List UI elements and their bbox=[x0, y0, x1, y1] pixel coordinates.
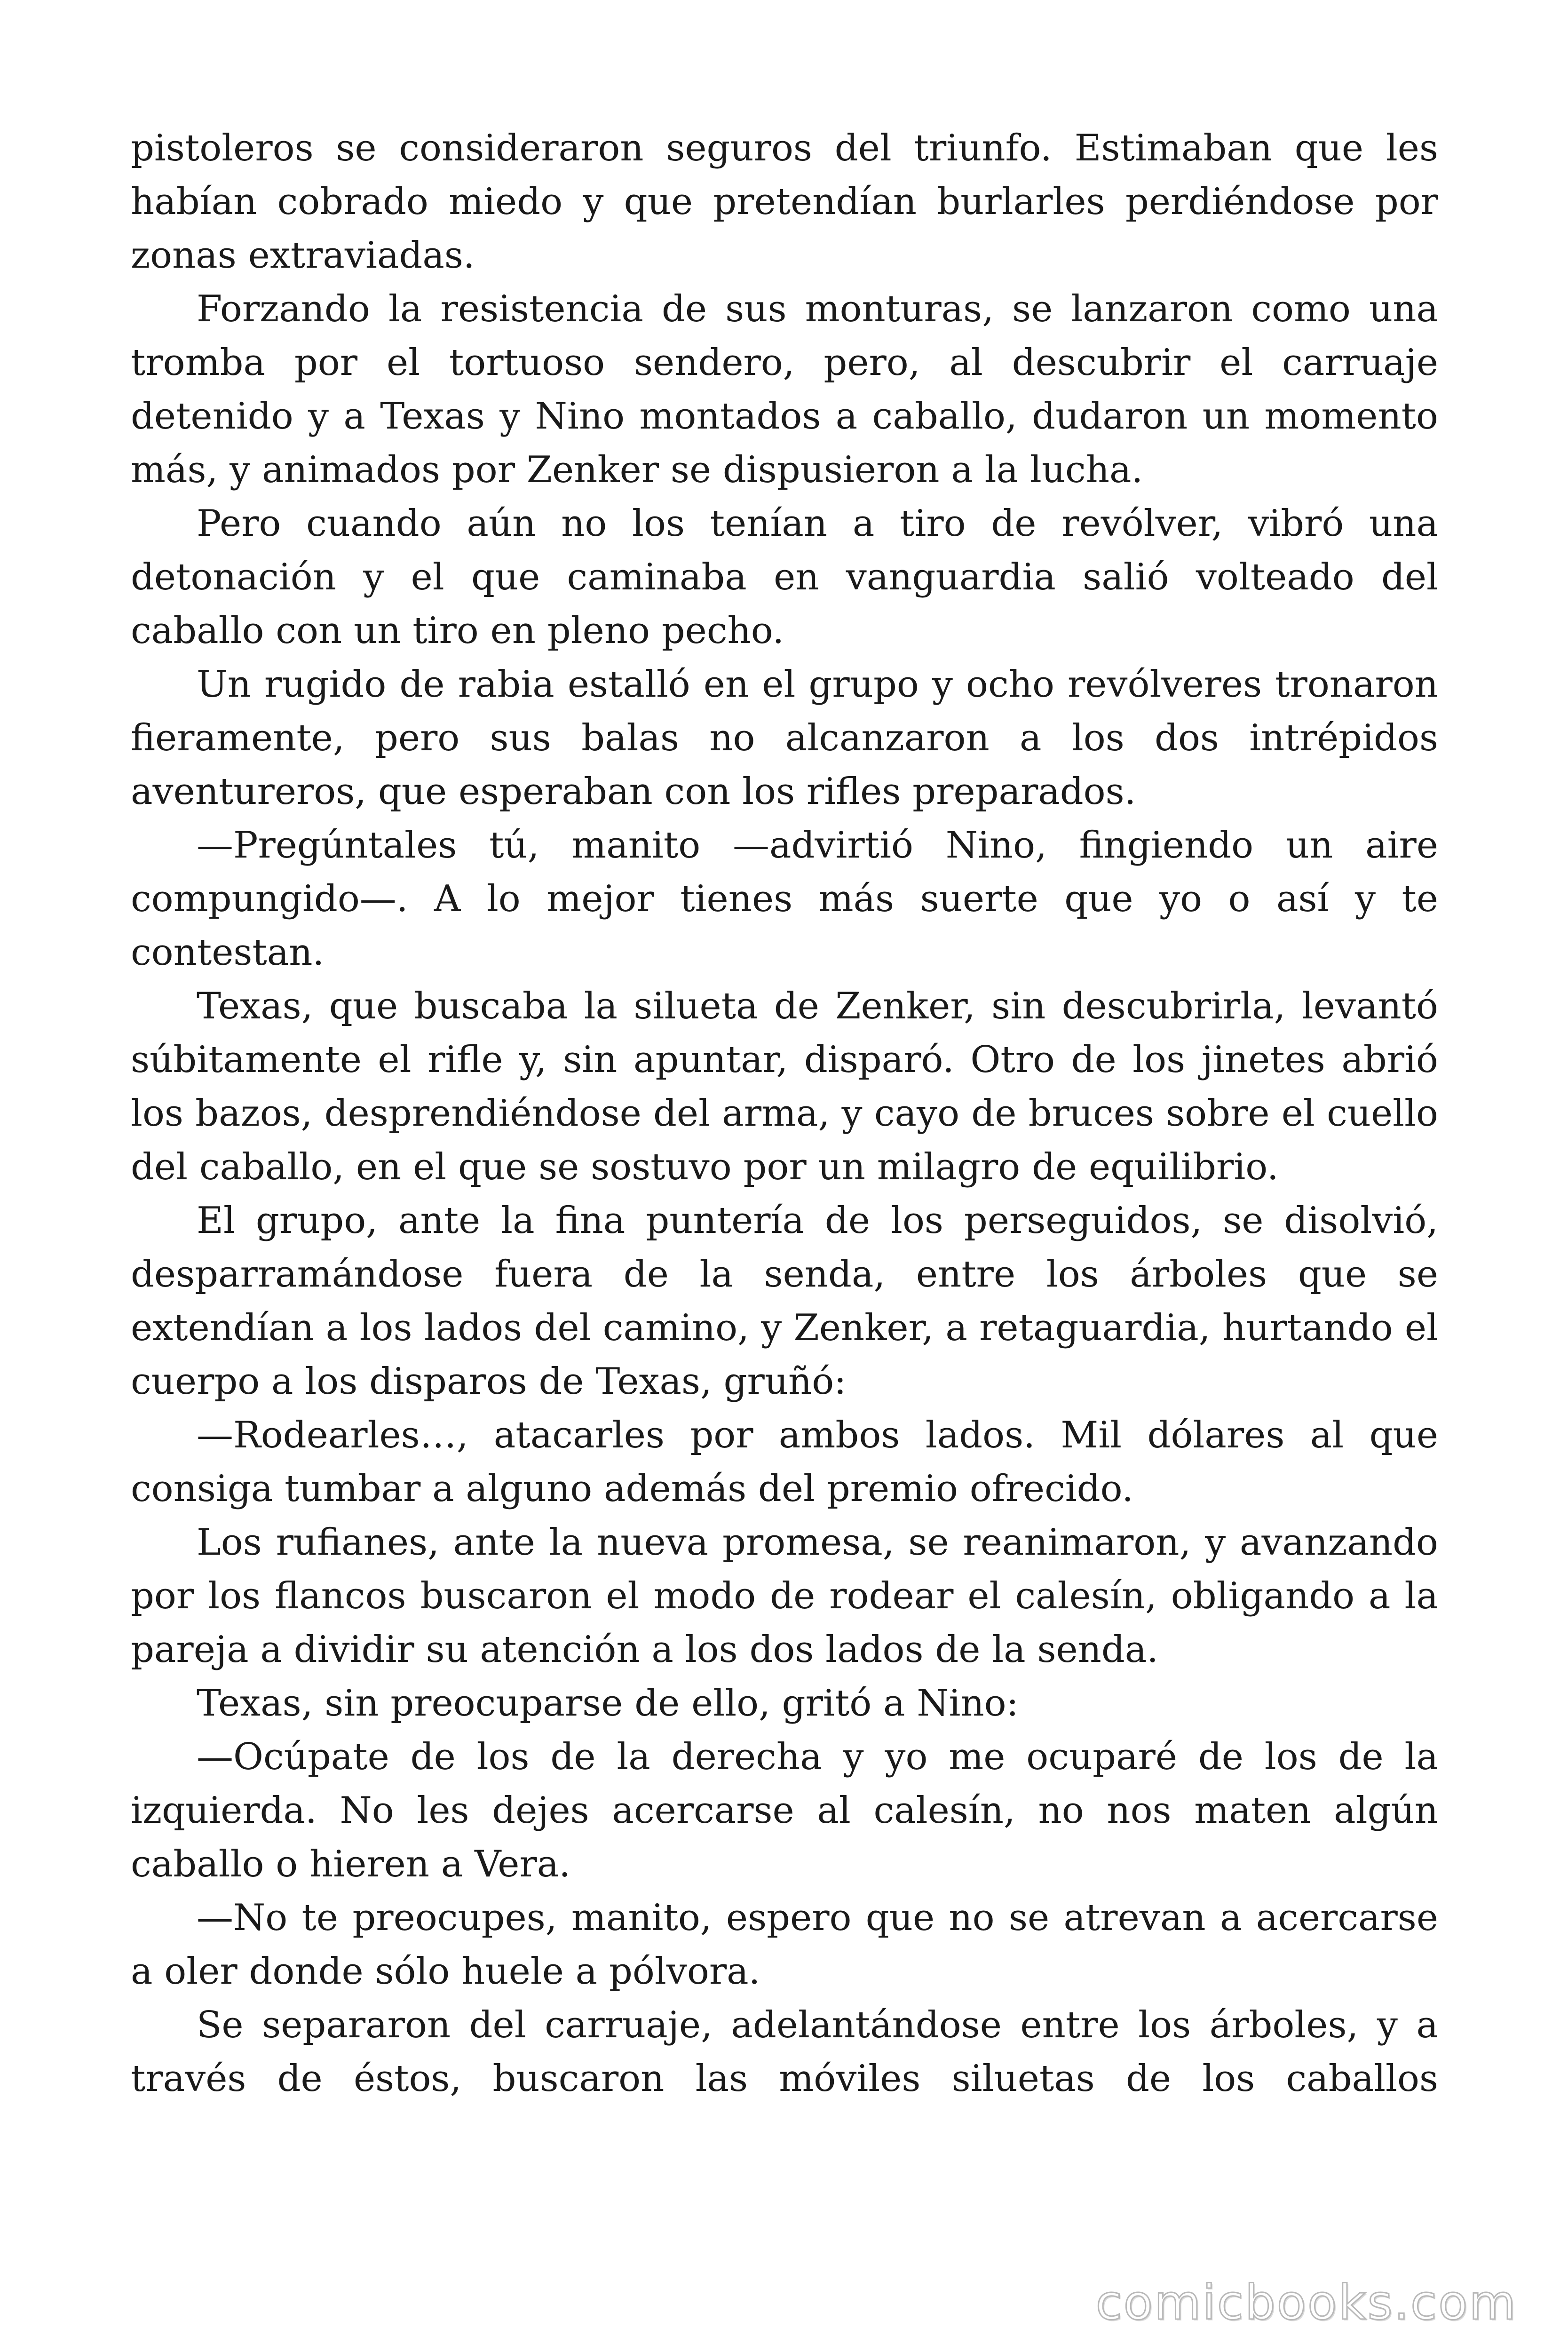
paragraph: Texas, que buscaba la silueta de Zenker, sin descubrirla, levantó súbitamente el rifle y, sin apuntar, disparó. Otro de los jinetes abrió los bazos, desprendiéndose del arma, y cayo de bruces sobre el cuello del caballo, en el que se sostuvo por un milagro de equilibrio. bbox=[131, 985, 1438, 1188]
paragraph: Los rufianes, ante la nueva promesa, se reanimaron, y avanzando por los flancos buscaron el modo de rodear el calesín, obligando a la pareja a dividir su atención a los dos lados de la senda. bbox=[131, 1521, 1438, 1671]
paragraph: —Ocúpate de los de la derecha y yo me ocuparé de los de la izquierda. No les dejes acercarse al calesín, no nos maten algún caballo o hieren a Vera. bbox=[131, 1736, 1438, 1885]
paragraph: —Rodearles…, atacarles por ambos lados. Mil dólares al que consiga tumbar a alguno además del premio ofrecido. bbox=[131, 1414, 1438, 1510]
book-page-text bbox=[131, 121, 1438, 2248]
paragraph: Un rugido de rabia estalló en el grupo y ocho revólveres tronaron fieramente, pero sus balas no alcanzaron a los dos intrépidos aventureros, que esperaban con los rifles preparados. bbox=[131, 663, 1438, 813]
paragraph: Se separaron del carruaje, adelantándose entre los árboles, y a través de éstos, buscaron las móviles siluetas de los caballos bbox=[131, 2004, 1438, 2100]
paragraph: pistoleros se consideraron seguros del triunfo. Estimaban que les habían cobrado miedo y que pretendían burlarles perdiéndose por zonas extraviadas. bbox=[131, 127, 1438, 277]
paragraph: —Pregúntales tú, manito —advirtió Nino, fingiendo un aire compungido—. A lo mejor tienes más suerte que yo o así y te contestan. bbox=[131, 824, 1438, 974]
watermark: comicbooks.com bbox=[1095, 2275, 1517, 2331]
paragraph: —No te preocupes, manito, espero que no se atrevan a acercarse a oler donde sólo huele a pólvora. bbox=[131, 1897, 1438, 1993]
paragraph: El grupo, ante la fina puntería de los perseguidos, se disolvió, desparramándose fuera de la senda, entre los árboles que se extendían a los lados del camino, y Zenker, a retaguardia, hurtando el cuerpo a los disparos de Texas, gruñó: bbox=[131, 1200, 1438, 1403]
paragraph: Forzando la resistencia de sus monturas, se lanzaron como una tromba por el tortuoso sendero, pero, al descubrir el carruaje detenido y a Texas y Nino montados a caballo, dudaron un momento más, y animados por Zenker se dispusieron a la lucha. bbox=[131, 288, 1438, 491]
paragraph: Pero cuando aún no los tenían a tiro de revólver, vibró una detonación y el que caminaba en vanguardia salió volteado del caballo con un tiro en pleno pecho. bbox=[131, 502, 1438, 652]
paragraph: Texas, sin preocuparse de ello, gritó a Nino: bbox=[197, 1682, 1019, 1724]
